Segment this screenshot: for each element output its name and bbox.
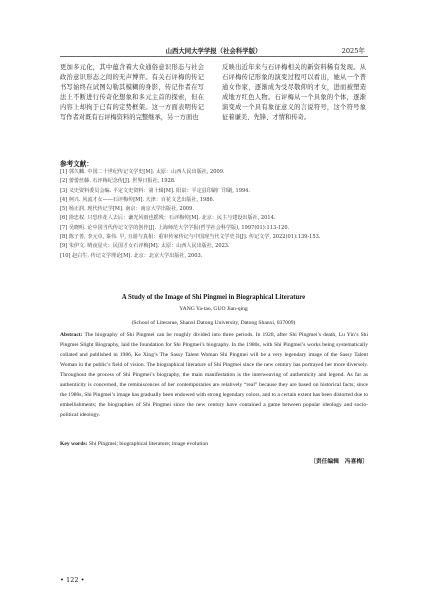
references-title: 参考文献： — [60, 160, 93, 168]
keywords-text: Shi Pingmei; biographical literature; image evolution — [88, 441, 209, 447]
reference-item: [4] 柯兴. 风流才女——石评梅传[M]. 天津：百花文艺出版社, 1986. — [60, 196, 215, 203]
body-column-right — [222, 63, 366, 123]
keywords-label: Key words: — [60, 441, 88, 447]
english-affiliation: (School of Literarue, Shanxi Datong University, Datong Shanxi, 037009) — [131, 320, 296, 326]
header-divider — [60, 56, 368, 57]
reference-item: [1] 郭久麟. 中国二十世纪传记文学史[M]. 太原：山西人民出版社, 2009. — [60, 169, 225, 175]
english-keywords — [60, 441, 368, 447]
journal-header: 山西大同大学学报（社会科学版） — [165, 47, 262, 55]
reference-item: [6] 徐忠权. 只恐佳花人去后：谦光风雨也摇残：石评梅传[M]. 北京：民主与建设出版社, 2014. — [60, 215, 276, 222]
abstract-text: The biography of Shi Pingmei can be roughly divided into three periods. In 1928, after Shi Pingmei’s death, Lu Yin’s Shi Pingmei Slight Biography, laid the foundation for Shi Pingmei’s biography. In the 1980s, with Shi Pingmei’s works being systematically collated and published in 1986, Ke Xing’s The Sassy Talent Woman Shi Pingmei will be a very legendary image of the Sassy Talent Woman in the public’s field of vision. The biographical literature of Shi Pingmei since the new century has portrayed her more diversely. Throughout the process of Shi Pingmei’s biography, the main manifestation is the interweaving of authenticity and legend. As far as authenticity is concerned, the reminiscences of her contemporaries are relatively “real” because they are based on historical facts; since the 1980s, Shi Pingmei’s image has gradually been endowed with strong legendary colors, and to a certain extent has been distorted due to embellishments; the biographies of Shi Pingmei since the new century have contained a game between popular ideology and socio-political ideology. — [60, 332, 368, 418]
abstract-label: Abstract: — [60, 332, 83, 338]
reference-item: [9] 朱伊文. 晴夜星火：民国才女石评梅[M]. 太原：山西人民出版社, 2023. — [60, 243, 230, 250]
reference-item: [2] 蕾蕾丝藤. 石评梅纪念传[J]. 世界日报社, 1928. — [60, 178, 176, 185]
body-column-left — [60, 63, 204, 123]
reference-item: [3] 义史资料委员会编. 平定文史资料：第十辑[M]. 阳泉：平定县印刷厂印刷, 1994. — [60, 187, 251, 194]
reference-item: [5] 杨正润. 现代传记学[M]. 南京：南京大学出版社, 2009. — [60, 206, 195, 213]
english-abstract — [60, 331, 368, 421]
page-number: • 122 • — [60, 576, 85, 584]
responsible-editor: 〔责任编辑 冯喜梅〕 — [310, 459, 368, 465]
english-authors: YANG Ya-tao, GUO Jian-qing — [179, 306, 248, 312]
reference-item: [7] 吴晓明. 论中国当代传记文学的创作[J]. 上海师范大学学报(哲学社会科学版), 1997(01):113-120. — [60, 224, 290, 231]
english-title: A Study of the Image of Shi Pingmei in Biographical Literature — [121, 294, 306, 301]
references-list — [60, 168, 368, 261]
header-year: 2025年 — [341, 47, 365, 55]
body-paragraph: 更加多元化，其中蕴含着大众通俗意识形态与社会政治意识形态之间的无声博弈。有关石评梅的传记书写始终在试图勾勒其模糊的身影，传记作者在写法上不断进行传奇化想象和多元主首的探索，但在内容上却拘于已有的定势框架。这一方面表明传记写作者对既有石评梅资料的完整继承，另一方面也 — [60, 64, 204, 121]
reference-item: [10] 赵白生. 传记文学理论[M]. 北京：北京大学出版社, 2003. — [60, 252, 203, 259]
reference-item: [8] 陈子善, 李元卓, 秦伟. 早, 且游与真相：重审传家传记与中国现当代文学史书[J]. 传记文学, 2022(01):139-153. — [60, 234, 321, 241]
body-paragraph: 反映出近年来与石评梅相关的新资料稀有发现。从石评梅传记形象的演变过程可以看出，她从一个普通女作家，逐渐成为受尽敬仰的才女，进而被塑造成地方红色人物。石评梅从一个具象的个体，逐渐演变成一个具有象征意义的言说符号，这个符号象征着谦美、先锋、才情和传奇。 — [222, 64, 366, 121]
